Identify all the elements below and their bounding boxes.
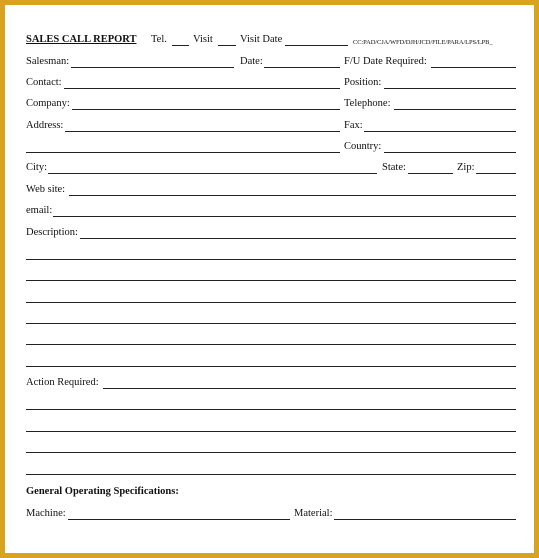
fax-field[interactable] [364,131,516,132]
company-field[interactable] [72,109,340,110]
email-label: email: [26,205,53,216]
machine-label: Machine: [26,508,66,519]
contact-field[interactable] [64,88,340,89]
visit-label: Visit [193,34,213,45]
tel-field[interactable] [172,45,189,46]
date-field[interactable] [264,67,340,68]
cc-line: CC:PAD/CJA/WFD/DJH/JCD/FILE/PARA/LPS/LPB_ [353,39,493,46]
action-line[interactable] [26,409,516,410]
telephone-field[interactable] [394,109,516,110]
tel-label: Tel. [151,34,167,45]
description-line[interactable] [26,323,516,324]
action-field[interactable] [103,388,516,389]
website-field[interactable] [69,195,516,196]
country-field[interactable] [384,152,516,153]
address2-field[interactable] [26,152,340,153]
telephone-label: Telephone: [344,98,391,109]
action-line[interactable] [26,452,516,453]
position-label: Position: [344,77,382,88]
email-field[interactable] [53,216,516,217]
action-label: Action Required: [26,377,99,388]
description-line[interactable] [26,302,516,303]
specs-heading: General Operating Specifications: [26,486,179,497]
visit-field[interactable] [218,45,236,46]
description-line[interactable] [26,366,516,367]
description-label: Description: [26,227,78,238]
visit-date-label: Visit Date [240,34,283,45]
city-label: City: [26,162,48,173]
visit-date-field[interactable] [285,45,348,46]
material-label: Material: [294,508,333,519]
website-label: Web site: [26,184,66,195]
material-field[interactable] [334,519,516,520]
machine-field[interactable] [68,519,290,520]
description-line[interactable] [26,259,516,260]
country-label: Country: [344,141,382,152]
form-title: SALES CALL REPORT [26,34,137,45]
description-field[interactable] [80,238,516,239]
date-label: Date: [240,56,263,67]
position-field[interactable] [384,88,516,89]
company-label: Company: [26,98,70,109]
action-line[interactable] [26,431,516,432]
salesman-field[interactable] [71,67,234,68]
zip-label: Zip: [457,162,475,173]
state-field[interactable] [408,173,453,174]
zip-field[interactable] [476,173,516,174]
fu-date-label: F/U Date Required: [344,56,427,67]
description-line[interactable] [26,344,516,345]
contact-label: Contact: [26,77,62,88]
action-line[interactable] [26,474,516,475]
fax-label: Fax: [344,120,363,131]
state-label: State: [382,162,406,173]
address-label: Address: [26,120,64,131]
address-field[interactable] [65,131,340,132]
city-field[interactable] [48,173,377,174]
description-line[interactable] [26,280,516,281]
fu-date-field[interactable] [431,67,516,68]
salesman-label: Salesman: [26,56,70,67]
